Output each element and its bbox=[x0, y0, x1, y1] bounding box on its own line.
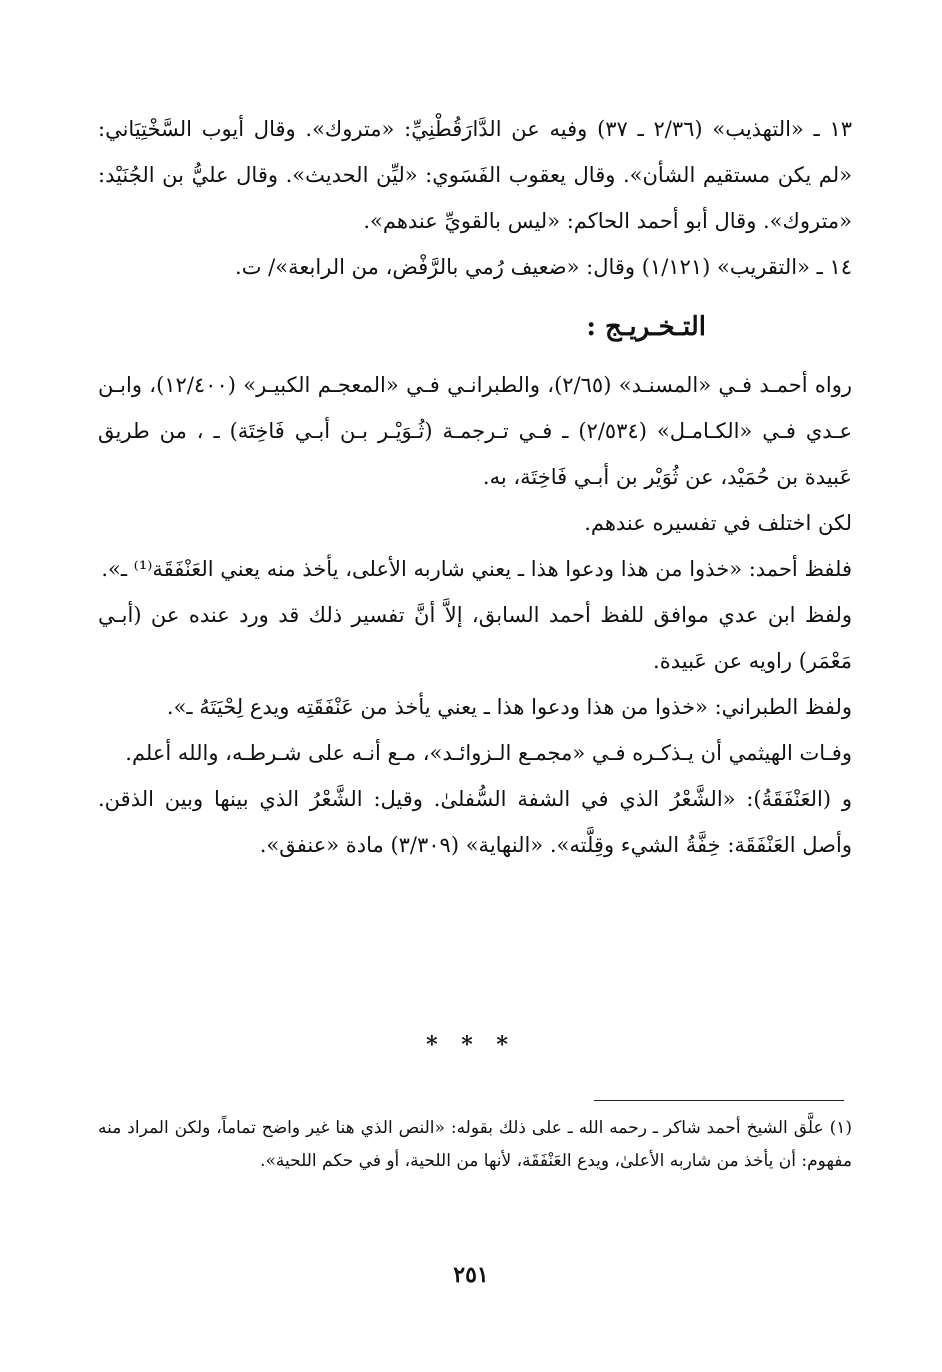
note-14: ١٤ ـ «التقريب» (١/١٢١) وقال: «ضعيف رُمي بالرَّفْض، من الرابعة»/ ت. bbox=[235, 255, 852, 279]
takhrij-paragraph-5: ولفظ الطبراني: «خذوا من هذا ودعوا هذا ـ يعني يأخذ من عَنْفَقَتِه ويدع لِحْيَتَهُ ـ». bbox=[166, 695, 852, 719]
section-separator: * * * bbox=[426, 1032, 516, 1058]
takhrij-paragraph-1: رواه أحمـد فـي «المسنـد» (٢/٦٥)، والطبرانـي فـي «المعجـم الكبيـر» (١٢/٤٠٠)، وابـن عـدي فـي «الكـامـل» (٢/٥٣٤) ـ فـي تـرجمـة (ثُـوَيْـر بـن أبـي فَاخِتَة) ـ ، من طريق عَبيدة بن حُمَيْد، عن ثُوَيْر بن أبـي فَاخِتَة، به. bbox=[98, 373, 853, 489]
footnote-divider bbox=[594, 1100, 844, 1101]
takhrij-paragraph-7: و (العَنْفَقَةُ): «الشَّعْرُ الذي في الشفة السُّفلىٰ. وقيل: الشَّعْرُ الذي بينها وبين الذقن. وأصل العَنْفَقَة: خِفَّةُ الشيء وقِلَّته». «النهاية» (٣/٣٠٩) مادة «عنفق». bbox=[98, 787, 852, 857]
takhrij-body bbox=[98, 362, 852, 868]
takhrij-paragraph-3: فلفظ أحمد: «خذوا من هذا ودعوا هذا ـ يعني شاربه الأعلى، يأخذ منه يعني العَنْفَقَة⁽¹⁾ ـ». bbox=[101, 557, 852, 581]
footnote-1: (١) علَّق الشيخ أحمد شاكر ـ رحمه الله ـ على ذلك بقوله: «النص الذي هنا غير واضح تماماً، ولكن المراد منه مفهوم: أن يأخذ من شاربه الأعلىٰ، ويدع العَنْفَقَة، لأنها من اللحية، أو في حكم اللحية». bbox=[98, 1118, 852, 1171]
page-number: ٢٥١ bbox=[453, 1262, 489, 1288]
note-13: ١٣ ـ «التهذيب» (٢/٣٦ ـ ٣٧) وفيه عن الدَّارَقُطْنِيِّ: «متروك». وقال أيوب السَّخْتِيَاني: «لم يكن مستقيم الشأن». وقال يعقوب الفَسَوي: «ليِّن الحديث». وقال عليُّ بن الجُنَيْد: «متروك». وقال أبو أحمد الحاكم: «ليس بالقويِّ عندهم». bbox=[98, 117, 852, 233]
takhrij-paragraph-6: وفـات الهيثمي أن يـذكـره فـي «مجمـع الـزوائـد»، مـع أنـه على شـرطـه، والله أعلم. bbox=[125, 741, 852, 765]
takhrij-paragraph-2: لكن اختلف في تفسيره عندهم. bbox=[584, 511, 852, 535]
takhrij-heading: التـخـريـج : bbox=[586, 312, 706, 342]
takhrij-paragraph-4: ولفظ ابن عدي موافق للفظ أحمد السابق، إلاَّ أنَّ تفسير ذلك قد ورد عنده عن (أبـي مَعْمَر) راويه عن عَبيدة. bbox=[98, 603, 852, 673]
narrator-notes bbox=[98, 106, 852, 290]
